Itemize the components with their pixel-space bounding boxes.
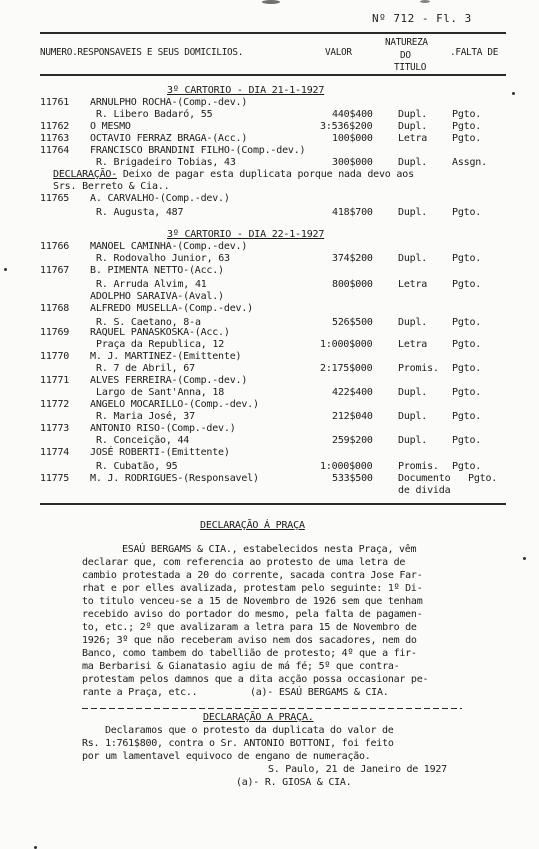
- row-falta: Pgto.: [452, 363, 482, 374]
- row-falta: Pgto.: [452, 109, 482, 120]
- row-natureza: Dupl.: [398, 157, 428, 168]
- row-responsavel: B. PIMENTA NETTO-(Acc.): [90, 265, 224, 276]
- declaracao-praca-line: declarar que, com referencia ao protesto de uma letra de: [82, 557, 406, 568]
- table-bottom-rule: [40, 503, 506, 505]
- declaracao-label: DECLARAÇÃO-: [53, 169, 118, 180]
- declaracao-text-2: Srs. Berreto & Cia..: [53, 181, 170, 192]
- declaracao-praca-line: protestam pelos damnos que a dita acção possa occasionar pe-: [82, 674, 429, 685]
- row-falta: Pgto.: [452, 435, 482, 446]
- row-valor: 533$500: [332, 473, 373, 484]
- declaracao-praca-line: ma Berbarisi & Gianatasio agiu de má fé; 5º que contra-: [82, 661, 400, 672]
- declaracao-praca-2-line: Declaramos que o protesto da duplicata do valor de: [105, 725, 394, 736]
- declaracao-praca-line: rhat e por elles avalizada, protestam pelo seguinte: 1º Di-: [82, 583, 423, 594]
- declaracao-praca-line: cambio protestada a 20 do corrente, sacada contra Jose Far-: [82, 570, 423, 581]
- place-date: S. Paulo, 21 de Janeiro de 1927: [268, 764, 447, 775]
- row-responsavel: RAQUEL PANASKOSKA-(Acc.): [90, 327, 230, 338]
- declaracao-praca-line: to titulo venceu-se a 15 de Novembro de 1926 sem que tenham: [82, 596, 423, 607]
- header-col-natureza-3: TITULO: [394, 62, 427, 73]
- declaracao-praca-line: Banco, como tambem do tabellião de protesto; 4º que a fir-: [82, 648, 417, 659]
- row-valor: 212$040: [332, 411, 373, 422]
- row-responsavel: OCTAVIO FERRAZ BRAGA-(Acc.): [90, 133, 248, 144]
- row-natureza: Documento: [398, 473, 451, 484]
- row-valor: 3:536$200: [320, 121, 373, 132]
- declaracao-praca-signature: (a)- ESAÚ BERGAMS & CIA.: [250, 687, 389, 698]
- declaracao-praca-title: DECLARAÇÃO Á PRAÇA: [200, 520, 305, 531]
- row-address: Largo de Sant'Anna, 18: [96, 387, 225, 398]
- declaracao-line: [53, 169, 414, 181]
- row-responsavel: O MESMO: [90, 121, 131, 132]
- row-natureza: Dupl.: [398, 435, 428, 446]
- row-address: R. Augusta, 487: [96, 207, 184, 218]
- declaracao-praca-2-title: DECLARAÇÃO A PRAÇA.: [203, 712, 314, 723]
- ink-smudge: [262, 0, 280, 4]
- row-address: R. 7 de Abril, 67: [96, 363, 195, 374]
- row-falta: Pgto.: [452, 339, 482, 350]
- row-valor: 800$000: [332, 279, 373, 290]
- row-natureza: Dupl.: [398, 411, 428, 422]
- row-falta: Assgn.: [452, 157, 487, 168]
- row-natureza: Dupl.: [398, 121, 428, 132]
- row-address: R. Rodovalho Junior, 63: [96, 253, 230, 264]
- row-falta: Pgto.: [452, 133, 482, 144]
- row-responsavel: ALFREDO MUSELLA-(Comp.-dev.): [90, 303, 253, 314]
- row-valor: 259$200: [332, 435, 373, 446]
- declaracao-praca-line: ESAÚ BERGAMS & CIA., estabelecidos nesta Praça, vêm: [122, 544, 417, 555]
- row-falta: Pgto.: [452, 207, 482, 218]
- row-number: 11763: [40, 133, 70, 144]
- section-title: 3º CARTORIO - DIA 22-1-1927: [167, 229, 325, 240]
- row-natureza: Dupl.: [398, 207, 428, 218]
- row-natureza: Letra: [398, 339, 428, 350]
- declaracao-praca-line: 1926; 3º que não receberam aviso nem dos sacadores, nem do: [82, 635, 417, 646]
- declaracao-praca-line: rante a Praça, etc..: [82, 687, 198, 698]
- row-falta: Pgto.: [452, 411, 482, 422]
- row-address: Praça da Republica, 12: [96, 339, 225, 350]
- row-number: 11771: [40, 375, 70, 386]
- row-natureza: Letra: [398, 133, 428, 144]
- row-falta: Pgto.: [452, 461, 482, 472]
- declaracao-text: Deixo de pagar esta duplicata porque nada devo aos: [122, 169, 414, 180]
- section-title: 3º CARTORIO - DIA 21-1-1927: [167, 85, 325, 96]
- declaracao-praca-2-line: por um lamentavel equivoco de engano de numeração.: [82, 751, 371, 762]
- row-responsavel: M. J. RODRIGUES-(Responsavel): [90, 473, 259, 484]
- row-address: R. Maria José, 37: [96, 411, 195, 422]
- row-natureza: Dupl.: [398, 387, 428, 398]
- row-responsavel: ARNULPHO ROCHA-(Comp.-dev.): [90, 97, 248, 108]
- row-valor: 1:000$000: [320, 339, 373, 350]
- row-number: 11773: [40, 423, 70, 434]
- header-col-natureza-2: DO: [400, 50, 411, 61]
- row-number: 11765: [40, 193, 70, 204]
- row-responsavel: JOSÉ ROBERTI-(Emittente): [90, 447, 230, 458]
- declaracao-praca-2-line: Rs. 1:761$800, contra o Sr. ANTONIO BOTTONI, foi feito: [82, 738, 394, 749]
- row-address: R. Conceição, 44: [96, 435, 190, 446]
- row-falta: Pgto.: [468, 473, 498, 484]
- row-number: 11768: [40, 303, 70, 314]
- row-number: 11766: [40, 241, 70, 252]
- row-valor: 100$000: [332, 133, 373, 144]
- header-col-falta: .FALTA DE: [450, 47, 499, 58]
- declaracao-praca-line: recebido aviso do portador do mesmo, pela falta de pagamen-: [82, 609, 423, 620]
- header-col-valor: VALOR: [325, 47, 352, 58]
- row-responsavel: ADOLPHO SARAIVA-(Aval.): [90, 291, 224, 302]
- ink-smudge: [420, 0, 430, 3]
- header-col-natureza-1: NATUREZA: [385, 37, 428, 48]
- row-responsavel: ANGELO MOCARILLO-(Comp.-dev.): [90, 399, 259, 410]
- ink-speck: [512, 92, 515, 95]
- row-address: R. Brigadeiro Tobias, 43: [96, 157, 236, 168]
- ink-speck: [4, 268, 7, 271]
- ink-speck: [523, 557, 526, 560]
- page-number: Nº 712 - Fl. 3: [372, 12, 472, 25]
- row-responsavel: ALVES FERREIRA-(Comp.-dev.): [90, 375, 248, 386]
- row-responsavel: M. J. MARTINEZ-(Emittente): [90, 351, 242, 362]
- row-number: 11772: [40, 399, 70, 410]
- row-natureza: Dupl.: [398, 253, 428, 264]
- row-number: 11767: [40, 265, 70, 276]
- row-responsavel: ANTONIO RISO-(Comp.-dev.): [90, 423, 236, 434]
- row-valor: 422$400: [332, 387, 373, 398]
- header-bottom-rule: [40, 74, 506, 76]
- row-falta: Pgto.: [452, 317, 482, 328]
- row-natureza: Promis.: [398, 363, 439, 374]
- row-valor: 374$200: [332, 253, 373, 264]
- row-valor: 1:000$000: [320, 461, 373, 472]
- row-natureza: Dupl.: [398, 317, 428, 328]
- row-natureza: Promis.: [398, 461, 439, 472]
- row-valor: 300$000: [332, 157, 373, 168]
- declaracao-praca-line: to, etc.; 2º que avalizaram a letra para 15 de Novembro de: [82, 622, 417, 633]
- row-responsavel: A. CARVALHO-(Comp.-dev.): [90, 193, 230, 204]
- row-address: R. Arruda Alvim, 41: [96, 279, 207, 290]
- row-responsavel: FRANCISCO BRANDINI FILHO-(Comp.-dev.): [90, 145, 306, 156]
- row-number: 11764: [40, 145, 70, 156]
- row-address: R. Libero Badaró, 55: [96, 109, 213, 120]
- header-top-rule: [40, 32, 506, 34]
- row-falta: Pgto.: [452, 387, 482, 398]
- row-valor: 440$400: [332, 109, 373, 120]
- row-valor: 526$500: [332, 317, 373, 328]
- row-address: R. S. Caetano, 8-a: [96, 317, 201, 328]
- row-number: 11775: [40, 473, 70, 484]
- row-number: 11769: [40, 327, 70, 338]
- row-natureza-2: de divida: [398, 485, 451, 496]
- row-valor: 418$700: [332, 207, 373, 218]
- row-falta: Pgto.: [452, 279, 482, 290]
- row-number: 11770: [40, 351, 70, 362]
- row-responsavel: MANOEL CAMINHA-(Comp.-dev.): [90, 241, 248, 252]
- row-number: 11761: [40, 97, 70, 108]
- header-col-numero: NUMERO.RESPONSAVEIS E SEUS DOMICILIOS.: [40, 47, 244, 58]
- row-number: 11774: [40, 447, 70, 458]
- row-address: R. Cubatão, 95: [96, 461, 178, 472]
- row-valor: 2:175$000: [320, 363, 373, 374]
- row-falta: Pgto.: [452, 121, 482, 132]
- row-natureza: Letra: [398, 279, 428, 290]
- row-number: 11762: [40, 121, 70, 132]
- dashed-separator: [82, 708, 462, 709]
- row-falta: Pgto.: [452, 253, 482, 264]
- declaracao-praca-2-signature: (a)- R. GIOSA & CIA.: [236, 777, 352, 788]
- row-natureza: Dupl.: [398, 109, 428, 120]
